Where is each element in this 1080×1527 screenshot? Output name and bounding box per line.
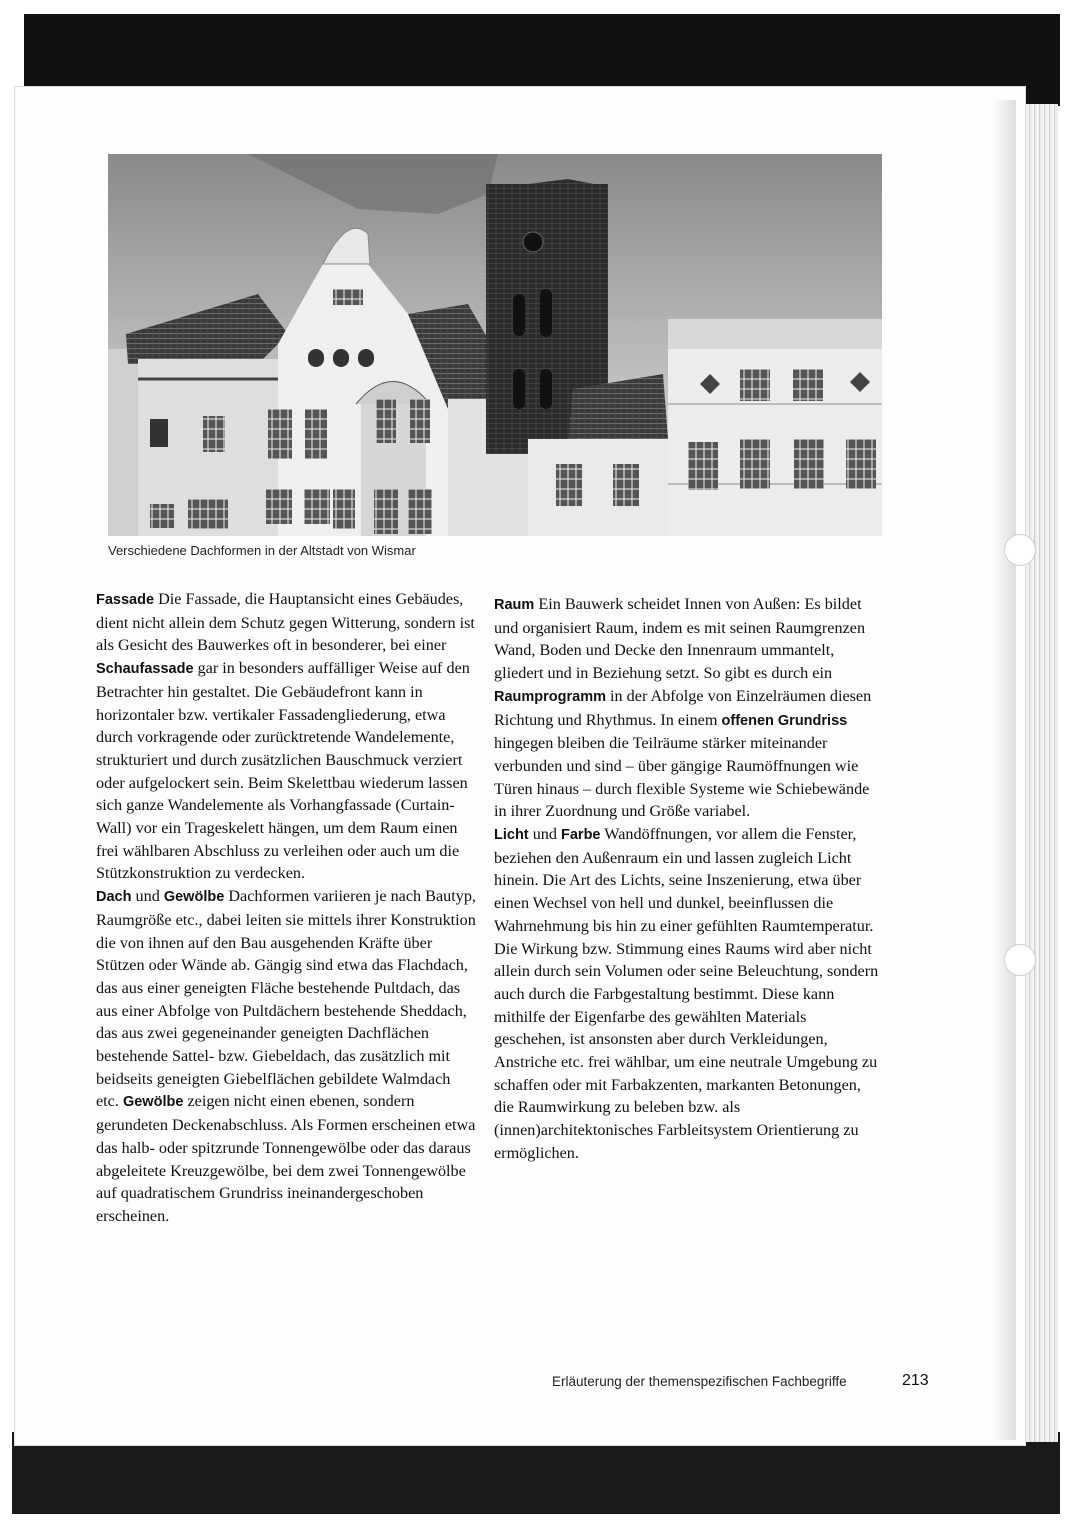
term-farbe: Farbe <box>561 827 601 844</box>
term-fassade: Fassade <box>96 592 155 608</box>
paragraph-text: gar in besonders auffälliger Weise auf den Betrachter hin gestaltet. Die Gebäudefront kann in horizontaler bzw. vertikaler Fassadengliederung, etwa durch vorkragende oder zurücktretende Wandelemente, strukturiert und durch zusätzlichen Bauschmuck verziert oder aufgelockert sein. Beim Skelettbau wiederum lassen sich ganze Wandelemente als Vorhangfassade (Curtain-Wall) vor ein Trageskelett hängen, um dem Raum einen frei wählbaren Abschluss zu verleihen oder auch um die Stützkonstruktion zu verdecken. <box>96 659 470 883</box>
paragraph-dach-gewoelbe <box>96 885 476 1228</box>
running-footer-title: Erläuterung der themenspezifischen Fachbegriffe <box>552 1374 847 1389</box>
paragraph-text: in der Abfolge von Einzelräumen diesen Richtung und Rhythmus. In einem <box>494 686 872 729</box>
paragraph-text: Dachformen variieren je nach Bautyp, Raumgröße etc., dabei leiten sie mittels ihrer Konstruktion die von ihnen auf den Bau ausgehenden Kräfte über Stützen oder Wände ab. Gängig sind etwa das Flachdach, das aus einer geneigten Fläche bestehende Pultdach, das aus einer Abfolge von Pultdächern bestehende Sheddach, das aus zwei gegeneinander geneigten Dachflächen bestehende Sattel- bzw. Giebeldach, das zusätzlich mit beidseits geneigten Giebelflächen gebildete Walmdach etc. <box>96 887 476 1111</box>
term-raum: Raum <box>494 597 535 613</box>
paragraph-text: hingegen bleiben die Teilräume stärker miteinander verbunden und sind – über gängige Raumöffnungen wie Türen hinaus – durch flexible Systeme wie Schiebewände in ihrer Zuordnung und Größe variabel. <box>494 734 870 821</box>
punch-hole-bottom <box>1004 944 1036 976</box>
page-number: 213 <box>902 1372 929 1389</box>
paragraph-text: Ein Bauwerk scheidet Innen von Außen: Es bildet und organisiert Raum, indem es mit seinen Raumgrenzen Wand, Boden und Decke den Innenraum ummantelt, gliedert und in Beziehung setzt. So gibt es durch ein <box>494 595 866 683</box>
term-dach: Dach <box>96 889 132 906</box>
paragraph-raum <box>494 593 879 823</box>
paragraph-text: Die Fassade, die Hauptansicht eines Gebäudes, dient nicht allein dem Schutz gegen Witterung, sondern ist als Gesicht des Bauwerkes oft in besonderer, bei einer <box>96 590 475 655</box>
wismar-facades-photo <box>108 154 882 536</box>
paragraph-text: und <box>528 825 562 844</box>
term-schaufassade: Schaufassade <box>96 661 194 678</box>
right-column <box>494 593 879 1165</box>
photo-caption: Verschiedene Dachformen in der Altstadt von Wismar <box>108 543 416 558</box>
term-gewoelbe-2: Gewölbe <box>122 1094 184 1111</box>
left-column <box>96 588 476 1228</box>
paragraph-text: Wandöffnungen, vor allem die Fenster, beziehen den Außenraum ein und lassen zugleich Licht hinein. Die Art des Lichts, seine Inszenierung, etwa über einen Wechsel von hell und dunkel, beeinflussen die Wahrnehmung bis hin zu einer gefühlten Raumtemperatur. Die Wirkung bzw. Stimmung eines Raums wird aber nicht allein durch sein Volumen oder seine Beleuchtung, sondern auch durch die Farbgestaltung bestimmt. Diese kann mithilfe der Eigenfarbe des gewählten Materials geschehen, ist ansonsten aber durch Verkleidungen, Anstriche etc. frei wählbar, um eine neutrale Umgebung zu schaffen oder mit Farbakzenten, markanten Betonungen, die Raumwirkung zu beleben bzw. als (innen)architektonisches Farbleitsystem Orientierung zu ermöglichen. <box>494 825 879 1162</box>
paragraph-text: und <box>131 887 164 906</box>
term-offener-grundriss: offenen Grundriss <box>721 712 848 729</box>
term-raumprogramm: Raumprogramm <box>494 688 606 705</box>
page-curl-shadow <box>992 100 1016 1440</box>
term-licht: Licht <box>494 827 529 844</box>
paragraph-text: zeigen nicht einen ebenen, sondern gerundeten Deckenabschluss. Als Formen erscheinen etwa das halb- oder spitzrunde Tonnengewölbe oder das daraus abgeleitete Kreuzgewölbe, bei dem zwei Tonnengewölbe auf quadratischem Grundriss ineinandergeschoben erscheinen. <box>96 1092 476 1225</box>
term-gewoelbe: Gewölbe <box>163 889 225 906</box>
punch-hole-top <box>1004 534 1036 566</box>
paragraph-licht-farbe <box>494 823 879 1165</box>
paragraph-fassade <box>96 588 476 885</box>
